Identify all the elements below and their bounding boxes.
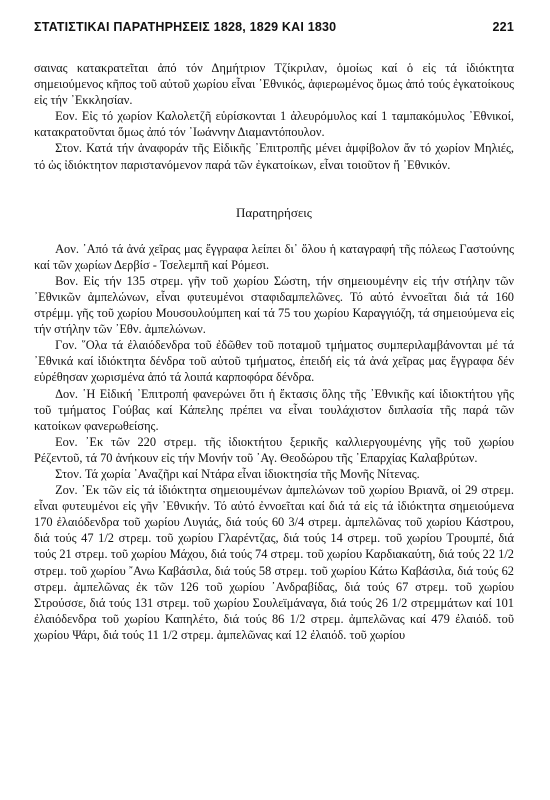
running-header [34, 20, 514, 34]
observation-paragraph-f: Στον. Τά χωρία ᾿Αναζῆρι καί Ντάρα εἶναι ἰδιοκτησία τῆς Μονῆς Νίτενας. [55, 466, 420, 481]
observation-paragraph-g: Ζον. ᾿Εκ τῶν εἰς τά ἰδιόκτητα σημειουμένων ἀμπελώνων τοῦ χωρίου Βριανᾶ, οἱ 29 στρεμ. εἶναι φυτευμένοι εἰς γῆν ᾿Εθνικήν. Τό αὐτό ἐννοεῖται καί διά τά εἰς τά ἰδιόκτητα σημειούμενα 170 ἐλαιόδενδρα τοῦ χωρίου Λυγιάς, διά τούς 60 3/4 στρεμ. ἀμπελῶνας τοῦ χωρίου Κάστρου, διά τούς 47 1/2 στρεμ. τοῦ χωρίου Γλαρέντζας, διά τούς 14 στρεμ. τοῦ χωρίου Τρουμπέ, διά τούς 21 στρεμ. τοῦ χωρίου Μάχου, διά τούς 74 στρεμ. τοῦ χωρίου Καρδιακαύτη, διά τούς 22 1/2 στρεμ. τοῦ χωρίου ῎Ανω Καβάσιλα, διά τούς 58 στρεμ. τοῦ χωρίου Κάτω Καβάσιλα, διά τούς 62 στρεμ. ἀμπελῶνας ἐκ τῶν 126 τοῦ χωρίου ᾿Ανδραβίδας, διά τούς 67 στρεμ. τοῦ χωρίου Στρούσσε, διά τούς 131 στρεμ. τοῦ χωρίου Σουλεϊμάναγα, διά τούς 26 1/2 στρεμμάτων καί 101 ἐλαιόδενδρα τοῦ χωρίου Καπηλέτο, διά τούς 86 1/2 στρεμ. ἀμπελῶνας καί 479 ἐλαιόδ. τοῦ χωρίου Ψάρι, διά τούς 11 1/2 στρεμ. ἀμπελῶνας καί 12 ἐλαιόδ. τοῦ χωρίου [34, 483, 514, 642]
observation-paragraph-e: Εον. ᾿Εκ τῶν 220 στρεμ. τῆς ἰδιοκτήτου ξερικῆς καλλιεργουμένης γῆς τοῦ χωρίου Ρέζεντοῦ, τά 70 ἀνήκουν εἰς τήν Μονήν τοῦ ᾿Αγ. Θεοδώρου τῆς ᾿Επαρχίας Καλαβρύτων. [34, 434, 514, 465]
observation-paragraph-d: Δον. ῾Η Εἰδική ᾿Επιτροπή φανερώνει ὅτι ἡ ἔκτασις ὅλης τῆς ᾿Εθνικῆς καί ἰδιοκτήτου γῆς τοῦ τμήματος Γούβας καί Κάπελης πρέπει να εἶναι τουλάχιστον διπλασία τῆς παρά τῶν κατοίκων φανερωθείσης. [34, 386, 514, 433]
page-number: 221 [492, 20, 514, 34]
running-title: ΣΤΑΤΙΣΤΙΚΑΙ ΠΑΡΑΤΗΡΗΣΕΙΣ 1828, 1829 ΚΑΙ 1830 [34, 20, 337, 34]
section-heading: Παρατηρήσεις [236, 204, 312, 220]
observation-paragraph-b: Βον. Εἰς τήν 135 στρεμ. γῆν τοῦ χωρίου Σώστη, τήν σημειουμένην εἰς τήν στήλην τῶν ᾿Εθνικῶν ἀμπελώνων, εἶναι φυτευμένοι σταφιδαμπελῶνες. Τό αὐτό ἐννοεῖται διά τά 160 στρέμμ. γῆς τοῦ χωρίου Μουσουλούμπεη καί τά 75 του χωρίου Καραγγιόζη, τά σημειούμενα εἰς τήν στήλην τῶν ᾿Εθν. ἀμπελώνων. [34, 273, 514, 337]
body-paragraph-continued: σαινας κατακρατεῖται ἀπό τόν Δημήτριον Τζίκριλαν, ὁμοίως καί ὁ εἰς τά ἰδιόκτητα σημειούμενος κῆπος τοῦ αὐτοῦ χωρίου εἶναι ᾿Εθνικός, ἀφιερωμένος ὅμως ἀπό τούς ἐγκατοίκους εἰς τήν ᾿Εκκλησίαν. [34, 61, 514, 108]
observation-paragraph-a: Αον. ᾿Από τά ἀνά χεῖρας μας ἔγγραφα λείπει δι᾿ ὅλου ἡ καταγραφή τῆς πόλεως Γαστούνης καί τῶν χωρίων Δερβίσ - Τσελεμπῆ καί Ρόμεσι. [34, 241, 514, 272]
body-paragraph-6th-remark: Στον. Κατά τήν ἀναφοράν τῆς Εἰδικῆς ᾿Επιτροπῆς μένει ἀμφίβολον ἄν τό χωρίον Μηλιές, τό ὡς ἰδιόκτητον παριστανόμενον παρά τῶν ἐγκατοίκων, εἶναι τοιοῦτον ἤ ᾿Εθνικόν. [34, 141, 514, 172]
observation-paragraph-c: Γον. ῞Ολα τά ἐλαιόδενδρα τοῦ ἐδῶθεν τοῦ ποταμοῦ τμήματος συμπεριλαμβάνονται μέ τά ᾿Εθνικά καί ἰδιόκτητα δένδρα τοῦ αὐτοῦ τμήματος, ἐπειδή εἰς τά ἀνά χεῖρας μας ἔγγραφα δέν εὑρέθησαν χωρισμένα ἀπό τά λοιπά καρποφόρα δένδρα. [34, 338, 514, 385]
body-paragraph-5th-remark: Εον. Εἰς τό χωρίον Καλολετζῆ εὑρίσκονται 1 ἀλευρόμυλος καί 1 ταμπακόμυλος ᾿Εθνικοί, κατακρατοῦνται ὅμως ἀπό τόν ᾿Ιωάννην Διαμαντόπουλον. [34, 109, 514, 140]
